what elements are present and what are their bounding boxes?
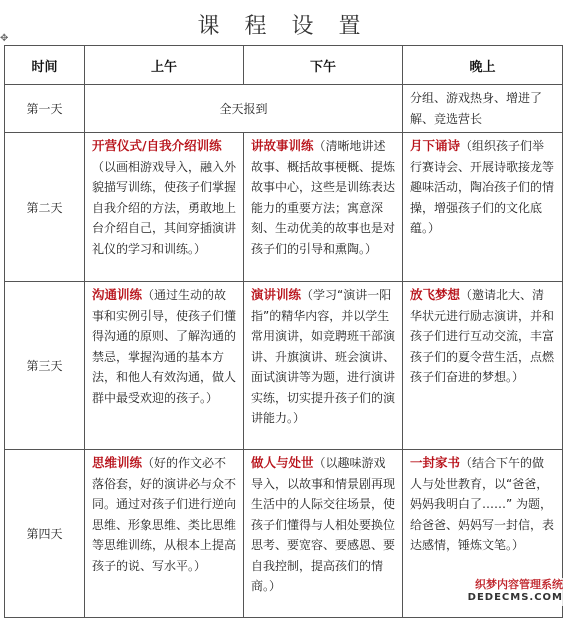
- evening-session: [403, 133, 563, 282]
- session-title: 开营仪式/自我介绍训练: [92, 138, 222, 153]
- session-description: （邀请北大、清华状元进行励志演讲，并和孩子们进行互动交流，丰富孩子们的夏令营生活，点燃孩子们奋进的梦想。）: [410, 288, 555, 384]
- evening-activity: [403, 85, 563, 133]
- session-description: （学习“演讲一阳指”的精华内容，并以学生常用演讲，如竞聘班干部演讲、升旗演讲、班会演讲、面试演讲等为题，进行演讲实练，切实提升孩子们的演讲能力。）: [251, 288, 396, 425]
- session-description: （好的作文必不落俗套，好的演讲必与众不同。通过对孩子们进行逆向思维、形象思维、类比思维等思维训练，从根本上提高孩子的说、写水平。）: [92, 456, 237, 573]
- watermark: [453, 578, 565, 606]
- day-label: 第二天: [5, 133, 85, 282]
- schedule-table: [4, 45, 563, 618]
- morning-session: [85, 282, 244, 450]
- move-handle-icon[interactable]: ✥: [0, 33, 9, 44]
- watermark-line2: DEDECMS.COM: [467, 592, 563, 603]
- session-description: （以趣味游戏导入，以故事和情景剧再现生活中的人际交往场景，使孩子们懂得与人相处要换位思考、要宽容、要感恩、要自我控制，提高孩们的情商。）: [251, 456, 396, 593]
- page-title: 课 程 设 置: [197, 14, 370, 39]
- watermark-line1: 织梦内容管理系统: [475, 578, 563, 591]
- day-label: 第四天: [5, 450, 85, 618]
- table-row: [5, 85, 563, 133]
- session-title: 放飞梦想: [410, 287, 461, 302]
- day-label: 第三天: [5, 282, 85, 450]
- afternoon-session: [244, 282, 403, 450]
- session-title: 演讲训练: [251, 287, 302, 302]
- session-description: （以画相游戏导入，融入外貌描写训练，使孩子们掌握自我介绍的方法，勇敢地上台介绍自己，其间穿插演讲礼仪的学习和训练。）: [92, 159, 237, 256]
- table-row: [5, 282, 563, 450]
- evening-session: [403, 282, 563, 450]
- session-description: （结合下午的做人与处世教育，以“爸爸，妈妈我明白了……” 为题，给爸爸、妈妈写一封信，表达感情，锤炼文笔。）: [410, 456, 555, 552]
- day-label: 第一天: [5, 85, 85, 133]
- table-row: [5, 133, 563, 282]
- evening-text: 分组、游戏热身、增进了解、竞选营长: [410, 91, 543, 126]
- afternoon-session: [244, 133, 403, 282]
- session-title: 沟通训练: [92, 287, 143, 302]
- header-evening: 晚上: [403, 46, 563, 85]
- session-description: （清晰地讲述故事、概括故事梗概、提炼故事中心，这些是训练表达能力的重要方法；寓意深刻、生动优美的故事也是对孩子们的引导和熏陶。）: [251, 139, 396, 256]
- header-morning: 上午: [85, 46, 244, 85]
- afternoon-session: [244, 450, 403, 618]
- session-title: 一封家书: [410, 455, 461, 470]
- session-description: （通过生动的故事和实例引导，使孩子们懂得沟通的原则、了解沟通的禁忌，掌握沟通的基本方法，和他人有效沟通，做人群中最受欢迎的孩子。）: [92, 288, 237, 405]
- morning-session: [85, 133, 244, 282]
- session-title: 做人与处世: [251, 455, 314, 470]
- session-title: 月下诵诗: [410, 138, 461, 153]
- header-row: [5, 46, 563, 85]
- session-title: 讲故事训练: [251, 138, 314, 153]
- header-time: 时间: [5, 46, 85, 85]
- session-title: 思维训练: [92, 455, 143, 470]
- morning-session: [85, 450, 244, 618]
- session-description: （组织孩子们举行赛诗会、开展诗歌接龙等趣味活动，陶冶孩子们的情操，增强孩子们的文化底蕴。）: [410, 139, 555, 235]
- header-afternoon: 下午: [244, 46, 403, 85]
- all-day-checkin: 全天报到: [85, 85, 403, 133]
